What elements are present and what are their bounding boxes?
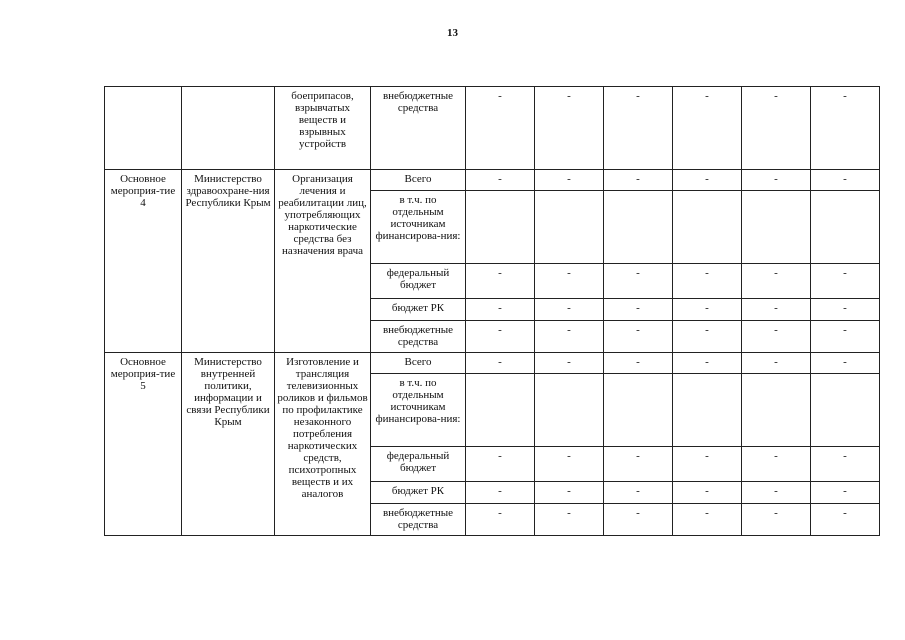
table-row (105, 353, 880, 374)
value-cell: - (673, 170, 742, 191)
financing-table (104, 86, 880, 536)
value-cell (604, 374, 673, 447)
table-row (105, 170, 880, 191)
value-cell: - (604, 447, 673, 482)
value-cell: - (604, 299, 673, 321)
value-cell: - (535, 482, 604, 504)
value-cell: - (466, 264, 535, 299)
source-cell: бюджет РК (371, 482, 466, 504)
content-cell: Изготовление и трансляция телевизионных роликов и фильмов по профилактике незаконного потребления наркотических средств, психотропных веществ и их аналогов (275, 353, 371, 536)
code-cell: Основное мероприя-тие 4 (105, 170, 182, 353)
value-cell: - (466, 87, 535, 170)
content-cell: боеприпасов, взрывчатых веществ и взрывных устройств (275, 87, 371, 170)
value-cell: - (604, 321, 673, 353)
source-cell: внебюджетные средства (371, 87, 466, 170)
value-cell: - (673, 504, 742, 536)
source-cell: федеральный бюджет (371, 264, 466, 299)
value-cell (604, 191, 673, 264)
value-cell (466, 374, 535, 447)
value-cell: - (466, 504, 535, 536)
value-cell: - (742, 170, 811, 191)
value-cell: - (742, 264, 811, 299)
value-cell: - (742, 447, 811, 482)
value-cell: - (535, 264, 604, 299)
source-cell: бюджет РК (371, 299, 466, 321)
value-cell: - (535, 353, 604, 374)
value-cell: - (811, 447, 880, 482)
value-cell: - (673, 321, 742, 353)
value-cell: - (535, 447, 604, 482)
value-cell: - (742, 482, 811, 504)
source-cell: Всего (371, 353, 466, 374)
value-cell: - (535, 170, 604, 191)
source-cell: в т.ч. по отдельным источникам финансирова-ния: (371, 191, 466, 264)
value-cell: - (811, 482, 880, 504)
value-cell: - (466, 482, 535, 504)
value-cell (811, 191, 880, 264)
value-cell: - (466, 321, 535, 353)
value-cell: - (466, 170, 535, 191)
value-cell: - (466, 447, 535, 482)
value-cell (742, 191, 811, 264)
executor-cell (182, 87, 275, 170)
source-cell: Всего (371, 170, 466, 191)
value-cell: - (673, 482, 742, 504)
value-cell: - (742, 87, 811, 170)
code-cell (105, 87, 182, 170)
value-cell: - (604, 482, 673, 504)
value-cell: - (535, 321, 604, 353)
value-cell (742, 374, 811, 447)
value-cell: - (673, 87, 742, 170)
value-cell: - (673, 353, 742, 374)
table-row (105, 87, 880, 170)
value-cell: - (604, 264, 673, 299)
source-cell: в т.ч. по отдельным источникам финансирова-ния: (371, 374, 466, 447)
executor-cell: Министерство внутренней политики, информации и связи Республики Крым (182, 353, 275, 536)
page-number: 13 (447, 27, 458, 39)
source-cell: федеральный бюджет (371, 447, 466, 482)
value-cell: - (604, 87, 673, 170)
value-cell: - (604, 170, 673, 191)
value-cell: - (742, 299, 811, 321)
executor-cell: Министерство здравоохране-ния Республики Крым (182, 170, 275, 353)
value-cell: - (811, 321, 880, 353)
source-cell: внебюджетные средства (371, 321, 466, 353)
value-cell: - (535, 504, 604, 536)
value-cell: - (811, 170, 880, 191)
value-cell (535, 191, 604, 264)
content-cell: Организация лечения и реабилитации лиц, употребляющих наркотические средства без назначения врача (275, 170, 371, 353)
value-cell (811, 374, 880, 447)
value-cell: - (535, 87, 604, 170)
value-cell: - (604, 504, 673, 536)
value-cell (535, 374, 604, 447)
source-cell: внебюджетные средства (371, 504, 466, 536)
value-cell: - (811, 353, 880, 374)
value-cell: - (811, 87, 880, 170)
value-cell: - (673, 299, 742, 321)
value-cell: - (742, 353, 811, 374)
value-cell: - (673, 447, 742, 482)
value-cell (466, 191, 535, 264)
value-cell (673, 374, 742, 447)
value-cell: - (811, 299, 880, 321)
value-cell: - (742, 321, 811, 353)
value-cell: - (811, 264, 880, 299)
value-cell: - (604, 353, 673, 374)
value-cell (673, 191, 742, 264)
code-cell: Основное мероприя-тие 5 (105, 353, 182, 536)
value-cell: - (673, 264, 742, 299)
value-cell: - (535, 299, 604, 321)
value-cell: - (742, 504, 811, 536)
value-cell: - (466, 299, 535, 321)
value-cell: - (811, 504, 880, 536)
value-cell: - (466, 353, 535, 374)
